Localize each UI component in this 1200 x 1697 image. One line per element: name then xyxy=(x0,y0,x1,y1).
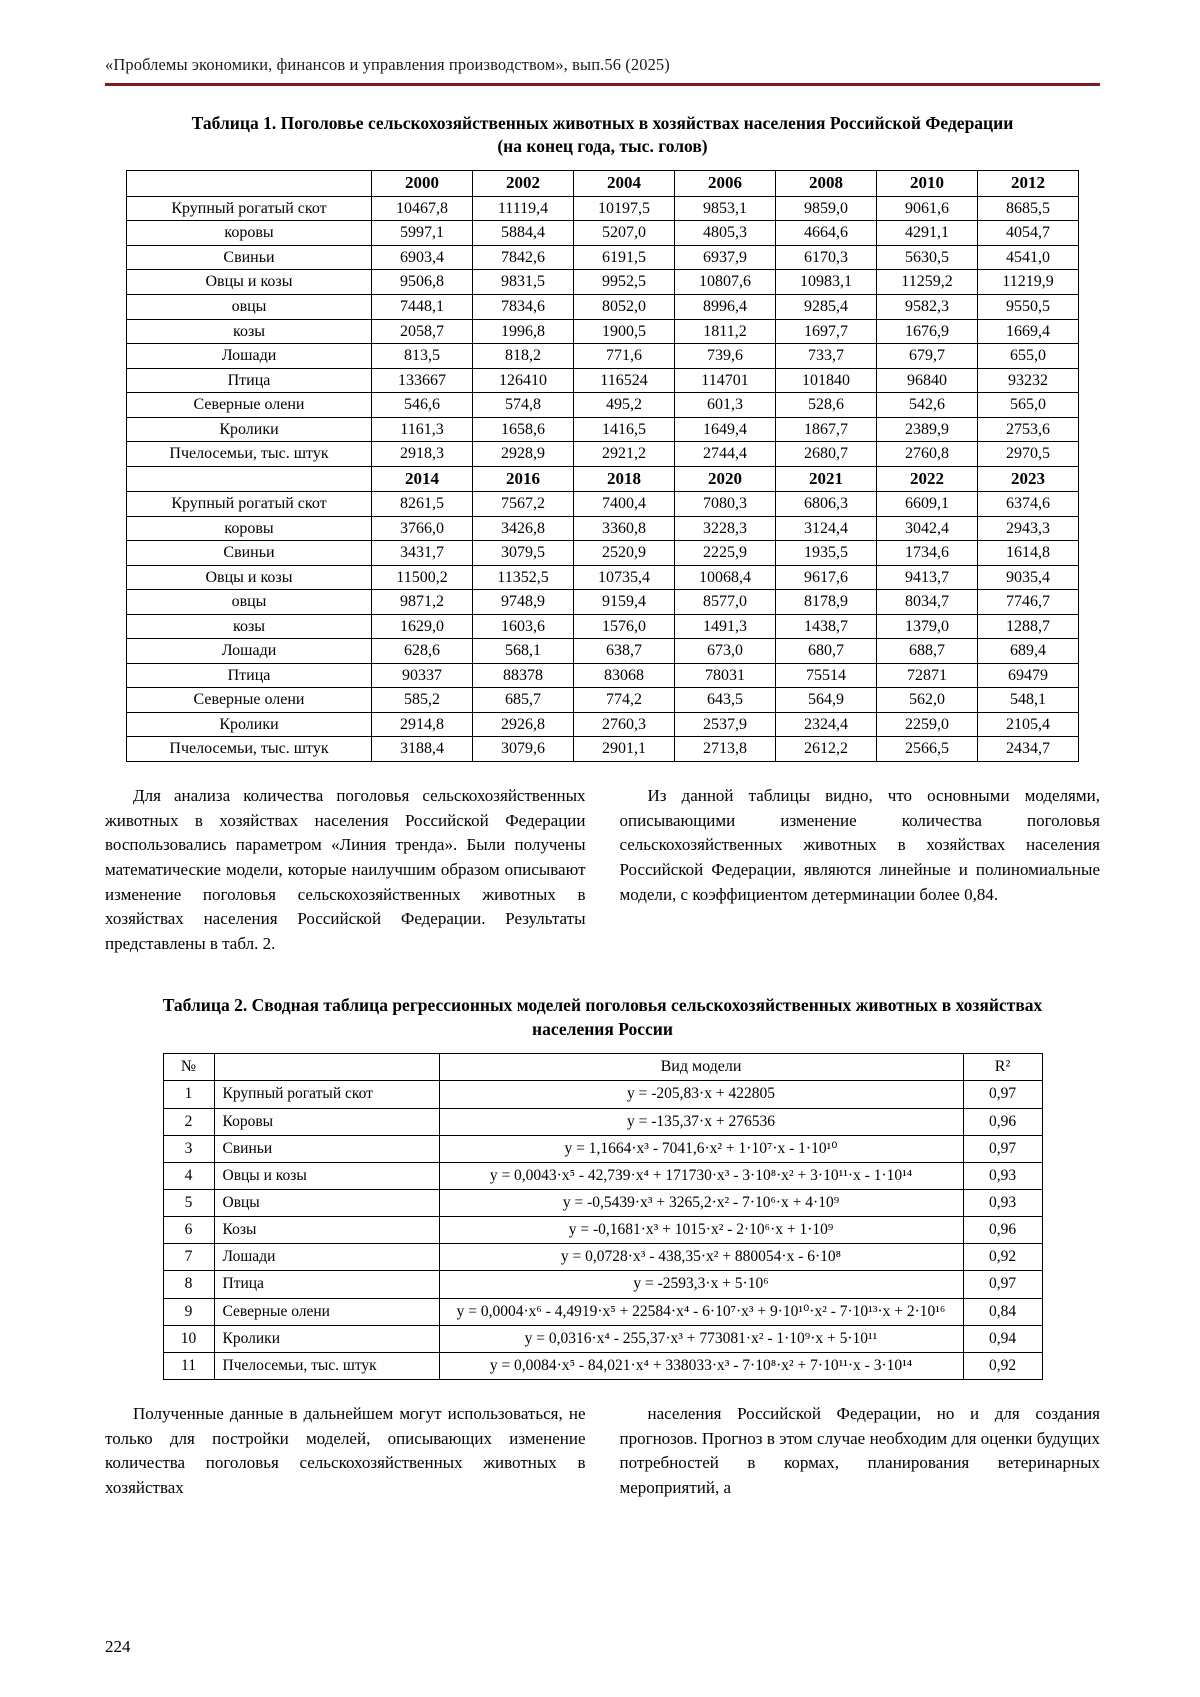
table-cell-value: 3426,8 xyxy=(473,516,574,541)
table-year-header: 2004 xyxy=(574,171,675,197)
table-cell-value: 601,3 xyxy=(675,393,776,418)
table-cell-value: 1734,6 xyxy=(877,541,978,566)
table-cell-value: 133667 xyxy=(372,368,473,393)
table-cell-value: 2918,3 xyxy=(372,442,473,467)
table-row-label: Птица xyxy=(127,368,372,393)
table-cell-value: 5997,1 xyxy=(372,221,473,246)
table-row-label: Лошади xyxy=(127,639,372,664)
table-row xyxy=(127,737,1079,762)
table-cell-value: 2105,4 xyxy=(978,712,1079,737)
paragraph-left-2: Полученные данные в дальнейшем могут использоваться, не только для постройки моделей, описывающих изменение количества поголовья сельскохозяйственных животных в хозяйствах xyxy=(105,1404,586,1497)
model-animal-name: Пчелосемьи, тыс. штук xyxy=(214,1352,439,1379)
model-index: 4 xyxy=(163,1162,214,1189)
table-year-header: 2014 xyxy=(372,466,473,492)
model-r2-value: 0,92 xyxy=(963,1352,1042,1379)
table-row xyxy=(127,245,1079,270)
table-cell-value: 1416,5 xyxy=(574,417,675,442)
table-cell-value: 574,8 xyxy=(473,393,574,418)
table-row-label: Пчелосемьи, тыс. штук xyxy=(127,442,372,467)
table-row xyxy=(163,1325,1042,1352)
table-cell-value: 568,1 xyxy=(473,639,574,664)
table-cell-value: 11259,2 xyxy=(877,270,978,295)
table-cell-value: 628,6 xyxy=(372,639,473,664)
table-cell-value: 4541,0 xyxy=(978,245,1079,270)
model-animal-name: Лошади xyxy=(214,1244,439,1271)
table-cell-value: 10807,6 xyxy=(675,270,776,295)
table-year-header: 2020 xyxy=(675,466,776,492)
table-cell-value: 7400,4 xyxy=(574,492,675,517)
model-animal-name: Птица xyxy=(214,1271,439,1298)
table-cell-value: 1697,7 xyxy=(776,319,877,344)
model-animal-name: Свиньи xyxy=(214,1135,439,1162)
model-equation: y = 0,0084·x⁵ - 84,021·x⁴ + 338033·x³ - 7·10⁸·x² + 7·10¹¹·x - 3·10¹⁴ xyxy=(439,1352,963,1379)
table-row xyxy=(163,1162,1042,1189)
table-cell-value: 1811,2 xyxy=(675,319,776,344)
table-row-label: Крупный рогатый скот xyxy=(127,492,372,517)
table2-caption: Таблица 2. Сводная таблица регрессионных моделей поголовья сельскохозяйственных животных в хозяйствах населения России xyxy=(162,995,1043,1039)
table-cell-value: 1867,7 xyxy=(776,417,877,442)
table-row-label: Кролики xyxy=(127,712,372,737)
table-cell-value: 585,2 xyxy=(372,688,473,713)
table-row xyxy=(127,393,1079,418)
header-divider xyxy=(105,83,1100,86)
table-cell-value: 96840 xyxy=(877,368,978,393)
table-cell-value: 1288,7 xyxy=(978,614,1079,639)
table-cell-value: 689,4 xyxy=(978,639,1079,664)
model-r2-value: 0,94 xyxy=(963,1325,1042,1352)
table-header-row xyxy=(127,171,1079,197)
table-cell-value: 11219,9 xyxy=(978,270,1079,295)
table-row-label: Кролики xyxy=(127,417,372,442)
table-row-label: Лошади xyxy=(127,344,372,369)
table-cell-value: 3124,4 xyxy=(776,516,877,541)
model-equation: y = 0,0316·x⁴ - 255,37·x³ + 773081·x² - 1·10⁹·x + 5·10¹¹ xyxy=(439,1325,963,1352)
model-r2-value: 0,93 xyxy=(963,1190,1042,1217)
table-cell-value: 2680,7 xyxy=(776,442,877,467)
table-row xyxy=(163,1271,1042,1298)
table-cell-value: 4054,7 xyxy=(978,221,1079,246)
table-row xyxy=(127,516,1079,541)
table-cell-value: 72871 xyxy=(877,663,978,688)
table-row-label: козы xyxy=(127,319,372,344)
table-cell-value: 1996,8 xyxy=(473,319,574,344)
table-row-label: коровы xyxy=(127,221,372,246)
table-row xyxy=(127,712,1079,737)
table-cell-value: 10197,5 xyxy=(574,196,675,221)
table-cell-value: 8261,5 xyxy=(372,492,473,517)
table-cell-value: 1629,0 xyxy=(372,614,473,639)
table-cell-value: 733,7 xyxy=(776,344,877,369)
table-cell-value: 2970,5 xyxy=(978,442,1079,467)
table-cell-value: 2943,3 xyxy=(978,516,1079,541)
model-equation: y = -0,5439·x³ + 3265,2·x² - 7·10⁶·x + 4·10⁹ xyxy=(439,1190,963,1217)
table-cell-value: 9035,4 xyxy=(978,565,1079,590)
table-year-header: 2022 xyxy=(877,466,978,492)
table-cell-value: 638,7 xyxy=(574,639,675,664)
table-row-label: Птица xyxy=(127,663,372,688)
table-cell-value: 2760,8 xyxy=(877,442,978,467)
table-cell-value: 2434,7 xyxy=(978,737,1079,762)
table-cell-value: 6609,1 xyxy=(877,492,978,517)
model-index: 8 xyxy=(163,1271,214,1298)
body-column-left-1 xyxy=(105,784,586,956)
table-cell-value: 10467,8 xyxy=(372,196,473,221)
table-row xyxy=(127,590,1079,615)
model-equation: y = -2593,3·x + 5·10⁶ xyxy=(439,1271,963,1298)
table-row xyxy=(127,492,1079,517)
table-cell-value: 9582,3 xyxy=(877,294,978,319)
model-animal-name: Кролики xyxy=(214,1325,439,1352)
table-cell-value: 9871,2 xyxy=(372,590,473,615)
table-cell-value: 93232 xyxy=(978,368,1079,393)
model-animal-name: Коровы xyxy=(214,1108,439,1135)
table-row xyxy=(163,1352,1042,1379)
table-cell-value: 83068 xyxy=(574,663,675,688)
running-head: «Проблемы экономики, финансов и управления производством», вып.56 (2025) xyxy=(105,55,670,74)
table-cell-value: 688,7 xyxy=(877,639,978,664)
table-cell-value: 2389,9 xyxy=(877,417,978,442)
table-cell-value: 9617,6 xyxy=(776,565,877,590)
table-cell-value: 3042,4 xyxy=(877,516,978,541)
table-row xyxy=(163,1217,1042,1244)
models-header-model: Вид модели xyxy=(439,1053,963,1081)
table-cell-value: 2058,7 xyxy=(372,319,473,344)
table-cell-value: 1676,9 xyxy=(877,319,978,344)
table-cell-value: 114701 xyxy=(675,368,776,393)
table-cell-value: 655,0 xyxy=(978,344,1079,369)
models-header-num: № xyxy=(163,1053,214,1081)
table-cell-value: 5207,0 xyxy=(574,221,675,246)
table-cell-value: 3360,8 xyxy=(574,516,675,541)
table-year-header: 2010 xyxy=(877,171,978,197)
table-cell-value: 2520,9 xyxy=(574,541,675,566)
table-cell-value: 528,6 xyxy=(776,393,877,418)
table-cell-value: 562,0 xyxy=(877,688,978,713)
table-cell-value: 126410 xyxy=(473,368,574,393)
table-cell-value: 9061,6 xyxy=(877,196,978,221)
table-cell-value: 10068,4 xyxy=(675,565,776,590)
table-row xyxy=(163,1190,1042,1217)
table-cell-value: 2921,2 xyxy=(574,442,675,467)
model-animal-name: Северные олени xyxy=(214,1298,439,1325)
table-cell-value: 1491,3 xyxy=(675,614,776,639)
table-row-label: Овцы и козы xyxy=(127,270,372,295)
table-cell-value: 6903,4 xyxy=(372,245,473,270)
table-cell-value: 565,0 xyxy=(978,393,1079,418)
model-index: 10 xyxy=(163,1325,214,1352)
table-cell-value: 3228,3 xyxy=(675,516,776,541)
paragraph-right-1: Из данной таблицы видно, что основными моделями, описывающими изменение количества поголовья сельскохозяйственных животных в хозяйствах населения Российской Федерации, являются линейные и полиномиальные модели, с коэффициентом детерминации более 0,84. xyxy=(619,786,1100,904)
table-cell-value: 1161,3 xyxy=(372,417,473,442)
table-cell-value: 2566,5 xyxy=(877,737,978,762)
table-cell-value: 7448,1 xyxy=(372,294,473,319)
table-cell-value: 1603,6 xyxy=(473,614,574,639)
table-year-header: 2000 xyxy=(372,171,473,197)
table-row-label: Свиньи xyxy=(127,541,372,566)
table-cell-value: 116524 xyxy=(574,368,675,393)
table-row xyxy=(127,344,1079,369)
table-cell-value: 673,0 xyxy=(675,639,776,664)
table-cell-value: 1649,4 xyxy=(675,417,776,442)
table-cell-value: 7080,3 xyxy=(675,492,776,517)
table-row xyxy=(127,221,1079,246)
model-index: 11 xyxy=(163,1352,214,1379)
table-cell-value: 9748,9 xyxy=(473,590,574,615)
table-row xyxy=(127,196,1079,221)
table-cell-value: 2713,8 xyxy=(675,737,776,762)
table-row xyxy=(163,1081,1042,1108)
table-cell-value: 1658,6 xyxy=(473,417,574,442)
table-cell-value: 1935,5 xyxy=(776,541,877,566)
table-cell-value: 10983,1 xyxy=(776,270,877,295)
model-equation: y = 0,0004·x⁶ - 4,4919·x⁵ + 22584·x⁴ - 6·10⁷·x³ + 9·10¹⁰·x² - 7·10¹³·x + 2·10¹⁶ xyxy=(439,1298,963,1325)
model-equation: y = 0,0728·x³ - 438,35·x² + 880054·x - 6·10⁸ xyxy=(439,1244,963,1271)
table-row-label: Пчелосемьи, тыс. штук xyxy=(127,737,372,762)
model-r2-value: 0,96 xyxy=(963,1108,1042,1135)
model-r2-value: 0,84 xyxy=(963,1298,1042,1325)
table-cell-value: 3766,0 xyxy=(372,516,473,541)
table-year-header: 2018 xyxy=(574,466,675,492)
table-row-label: Свиньи xyxy=(127,245,372,270)
table-cell-value: 680,7 xyxy=(776,639,877,664)
model-index: 3 xyxy=(163,1135,214,1162)
table-cell-value: 9831,5 xyxy=(473,270,574,295)
table-cell-value: 11119,4 xyxy=(473,196,574,221)
page-number: 224 xyxy=(105,1637,131,1656)
table-year-header: 2002 xyxy=(473,171,574,197)
table-row xyxy=(163,1298,1042,1325)
table-corner-cell xyxy=(127,171,372,197)
table-cell-value: 3079,6 xyxy=(473,737,574,762)
model-animal-name: Козы xyxy=(214,1217,439,1244)
table-cell-value: 495,2 xyxy=(574,393,675,418)
table-cell-value: 679,7 xyxy=(877,344,978,369)
body-columns-2 xyxy=(105,1402,1100,1501)
table-cell-value: 1900,5 xyxy=(574,319,675,344)
table-row-label: овцы xyxy=(127,590,372,615)
table-cell-value: 11500,2 xyxy=(372,565,473,590)
paragraph-right-2: населения Российской Федерации, но и для создания прогнозов. Прогноз в этом случае необходим для оценки будущих потребностей в кормах, планирования ветеринарных мероприятий, а xyxy=(619,1404,1100,1497)
table-cell-value: 2760,3 xyxy=(574,712,675,737)
table-row xyxy=(127,541,1079,566)
table-cell-value: 78031 xyxy=(675,663,776,688)
model-index: 5 xyxy=(163,1190,214,1217)
table-cell-value: 771,6 xyxy=(574,344,675,369)
table1-caption: Таблица 1. Поголовье сельскохозяйственных животных в хозяйствах населения Российской Федерации (на конец года, тыс. голов) xyxy=(191,113,1014,157)
table-cell-value: 2753,6 xyxy=(978,417,1079,442)
table-row xyxy=(127,614,1079,639)
model-index: 7 xyxy=(163,1244,214,1271)
table-cell-value: 5884,4 xyxy=(473,221,574,246)
table-cell-value: 2612,2 xyxy=(776,737,877,762)
table-row xyxy=(127,368,1079,393)
table-row-label: овцы xyxy=(127,294,372,319)
body-column-right-1 xyxy=(620,784,1101,956)
table-cell-value: 739,6 xyxy=(675,344,776,369)
table-cell-value: 4664,6 xyxy=(776,221,877,246)
paragraph-left-1: Для анализа количества поголовья сельскохозяйственных животных в хозяйствах населения Российской Федерации воспользовались параметром «Линия тренда». Были получены математические модели, которые наилучшим образом описывают изменение поголовья сельскохозяйственных животных в хозяйствах населения Российской Федерации. Результаты представлены в табл. 2. xyxy=(105,786,586,953)
table-cell-value: 774,2 xyxy=(574,688,675,713)
table-cell-value: 9859,0 xyxy=(776,196,877,221)
table-cell-value: 3188,4 xyxy=(372,737,473,762)
table-year-header: 2021 xyxy=(776,466,877,492)
models-header-name xyxy=(214,1053,439,1081)
table-row xyxy=(127,294,1079,319)
table-row xyxy=(127,417,1079,442)
table-cell-value: 101840 xyxy=(776,368,877,393)
table-regression-models xyxy=(163,1053,1043,1380)
model-r2-value: 0,96 xyxy=(963,1217,1042,1244)
table-cell-value: 9506,8 xyxy=(372,270,473,295)
table-cell-value: 1379,0 xyxy=(877,614,978,639)
model-equation: y = 0,0043·x⁵ - 42,739·x⁴ + 171730·x³ - 3·10⁸·x² + 3·10¹¹·x - 1·10¹⁴ xyxy=(439,1162,963,1189)
body-columns-1 xyxy=(105,784,1100,956)
table-cell-value: 9159,4 xyxy=(574,590,675,615)
table-cell-value: 8052,0 xyxy=(574,294,675,319)
table-cell-value: 6937,9 xyxy=(675,245,776,270)
model-equation: y = -135,37·x + 276536 xyxy=(439,1108,963,1135)
model-r2-value: 0,97 xyxy=(963,1135,1042,1162)
model-index: 2 xyxy=(163,1108,214,1135)
table-row xyxy=(127,270,1079,295)
table-cell-value: 1669,4 xyxy=(978,319,1079,344)
table-cell-value: 685,7 xyxy=(473,688,574,713)
table-cell-value: 2744,4 xyxy=(675,442,776,467)
table-year-header: 2008 xyxy=(776,171,877,197)
table-cell-value: 546,6 xyxy=(372,393,473,418)
table-row xyxy=(163,1135,1042,1162)
table-cell-value: 8685,5 xyxy=(978,196,1079,221)
table-cell-value: 8577,0 xyxy=(675,590,776,615)
table-cell-value: 4291,1 xyxy=(877,221,978,246)
table-cell-value: 69479 xyxy=(978,663,1079,688)
table-row-label: Крупный рогатый скот xyxy=(127,196,372,221)
table-cell-value: 9550,5 xyxy=(978,294,1079,319)
table-year-header: 2012 xyxy=(978,171,1079,197)
model-equation: y = -205,83·x + 422805 xyxy=(439,1081,963,1108)
table-cell-value: 90337 xyxy=(372,663,473,688)
table-cell-value: 6806,3 xyxy=(776,492,877,517)
table-cell-value: 75514 xyxy=(776,663,877,688)
model-animal-name: Крупный рогатый скот xyxy=(214,1081,439,1108)
body-column-left-2 xyxy=(105,1402,586,1501)
table-cell-value: 6374,6 xyxy=(978,492,1079,517)
table-cell-value: 2324,4 xyxy=(776,712,877,737)
model-animal-name: Овцы xyxy=(214,1190,439,1217)
table-cell-value: 3079,5 xyxy=(473,541,574,566)
table-row xyxy=(127,639,1079,664)
table-cell-value: 8034,7 xyxy=(877,590,978,615)
table-year-header: 2023 xyxy=(978,466,1079,492)
table-cell-value: 1576,0 xyxy=(574,614,675,639)
model-index: 6 xyxy=(163,1217,214,1244)
table-cell-value: 8178,9 xyxy=(776,590,877,615)
model-r2-value: 0,93 xyxy=(963,1162,1042,1189)
table-cell-value: 10735,4 xyxy=(574,565,675,590)
table-cell-value: 88378 xyxy=(473,663,574,688)
table-cell-value: 9952,5 xyxy=(574,270,675,295)
table-cell-value: 11352,5 xyxy=(473,565,574,590)
table-cell-value: 9285,4 xyxy=(776,294,877,319)
model-index: 1 xyxy=(163,1081,214,1108)
table-row-label: козы xyxy=(127,614,372,639)
table-cell-value: 813,5 xyxy=(372,344,473,369)
table-corner-cell xyxy=(127,466,372,492)
model-index: 9 xyxy=(163,1298,214,1325)
table-cell-value: 9413,7 xyxy=(877,565,978,590)
table-cell-value: 2225,9 xyxy=(675,541,776,566)
table-row-label: коровы xyxy=(127,516,372,541)
table-cell-value: 8996,4 xyxy=(675,294,776,319)
table-row xyxy=(163,1108,1042,1135)
table-header-row xyxy=(163,1053,1042,1081)
models-header-r2: R² xyxy=(963,1053,1042,1081)
table-cell-value: 2901,1 xyxy=(574,737,675,762)
table-cell-value: 7567,2 xyxy=(473,492,574,517)
table-row-label: Овцы и козы xyxy=(127,565,372,590)
table-cell-value: 4805,3 xyxy=(675,221,776,246)
table-cell-value: 3431,7 xyxy=(372,541,473,566)
table-row-label: Северные олени xyxy=(127,688,372,713)
table-row xyxy=(127,442,1079,467)
body-column-right-2 xyxy=(620,1402,1101,1501)
table-cell-value: 9853,1 xyxy=(675,196,776,221)
table-row xyxy=(127,663,1079,688)
table-cell-value: 2928,9 xyxy=(473,442,574,467)
table-cell-value: 2537,9 xyxy=(675,712,776,737)
table-cell-value: 2914,8 xyxy=(372,712,473,737)
table-cell-value: 818,2 xyxy=(473,344,574,369)
table-cell-value: 1614,8 xyxy=(978,541,1079,566)
table-row xyxy=(127,688,1079,713)
model-r2-value: 0,97 xyxy=(963,1271,1042,1298)
table-row xyxy=(127,565,1079,590)
table-year-header: 2006 xyxy=(675,171,776,197)
model-equation: y = 1,1664·x³ - 7041,6·x² + 1·10⁷·x - 1·10¹⁰ xyxy=(439,1135,963,1162)
table-cell-value: 7842,6 xyxy=(473,245,574,270)
table-cell-value: 6191,5 xyxy=(574,245,675,270)
table-cell-value: 542,6 xyxy=(877,393,978,418)
table-row-label: Северные олени xyxy=(127,393,372,418)
model-r2-value: 0,97 xyxy=(963,1081,1042,1108)
table-cell-value: 548,1 xyxy=(978,688,1079,713)
table-cell-value: 564,9 xyxy=(776,688,877,713)
table-cell-value: 2926,8 xyxy=(473,712,574,737)
table-row xyxy=(163,1244,1042,1271)
table-cell-value: 5630,5 xyxy=(877,245,978,270)
table-cell-value: 643,5 xyxy=(675,688,776,713)
table-cell-value: 2259,0 xyxy=(877,712,978,737)
table-year-header: 2016 xyxy=(473,466,574,492)
model-r2-value: 0,92 xyxy=(963,1244,1042,1271)
table-row xyxy=(127,319,1079,344)
table-cell-value: 7746,7 xyxy=(978,590,1079,615)
table-header-row xyxy=(127,466,1079,492)
model-equation: y = -0,1681·x³ + 1015·x² - 2·10⁶·x + 1·10⁹ xyxy=(439,1217,963,1244)
table-cell-value: 6170,3 xyxy=(776,245,877,270)
table-cell-value: 7834,6 xyxy=(473,294,574,319)
table-cell-value: 1438,7 xyxy=(776,614,877,639)
model-animal-name: Овцы и козы xyxy=(214,1162,439,1189)
table-livestock xyxy=(126,170,1079,762)
